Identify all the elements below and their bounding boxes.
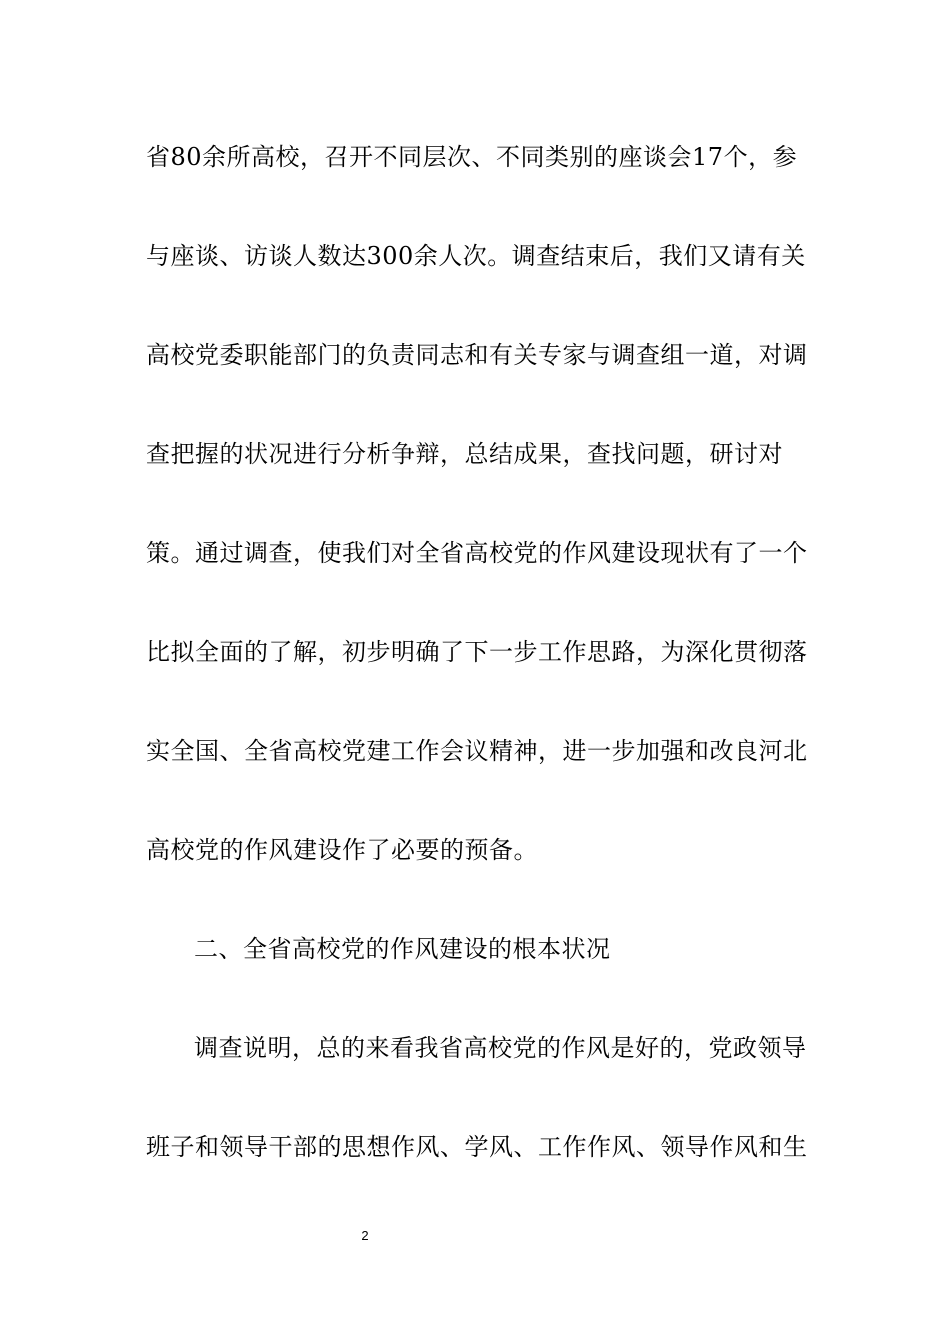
body-text-line: 实全国、全省高校党建工作会议精神，进一步加强和改良河北 bbox=[146, 737, 808, 765]
body-text-line: 高校党的作风建设作了必要的预备。 bbox=[146, 836, 538, 864]
section-heading: 二、全省高校党的作风建设的根本状况 bbox=[194, 935, 611, 963]
body-text-line: 比拟全面的了解，初步明确了下一步工作思路，为深化贯彻落 bbox=[146, 638, 808, 666]
body-text-line: 班子和领导干部的思想作风、学风、工作作风、领导作风和生 bbox=[146, 1133, 808, 1161]
body-text-line: 高校党委职能部门的负责同志和有关专家与调查组一道，对调 bbox=[146, 341, 808, 369]
page-number: 2 bbox=[361, 1228, 369, 1243]
body-text-line: 调查说明，总的来看我省高校党的作风是好的，党政领导 bbox=[194, 1034, 807, 1062]
body-text-line: 与座谈、访谈人数达300余人次。调查结束后，我们又请有关 bbox=[146, 242, 806, 270]
body-text-line: 策。通过调查，使我们对全省高校党的作风建设现状有了一个 bbox=[146, 539, 808, 567]
body-text-line: 省80余所高校，召开不同层次、不同类别的座谈会17个，参 bbox=[146, 143, 798, 171]
body-text-line: 查把握的状况进行分析争辩，总结成果，查找问题，研讨对 bbox=[146, 440, 783, 468]
